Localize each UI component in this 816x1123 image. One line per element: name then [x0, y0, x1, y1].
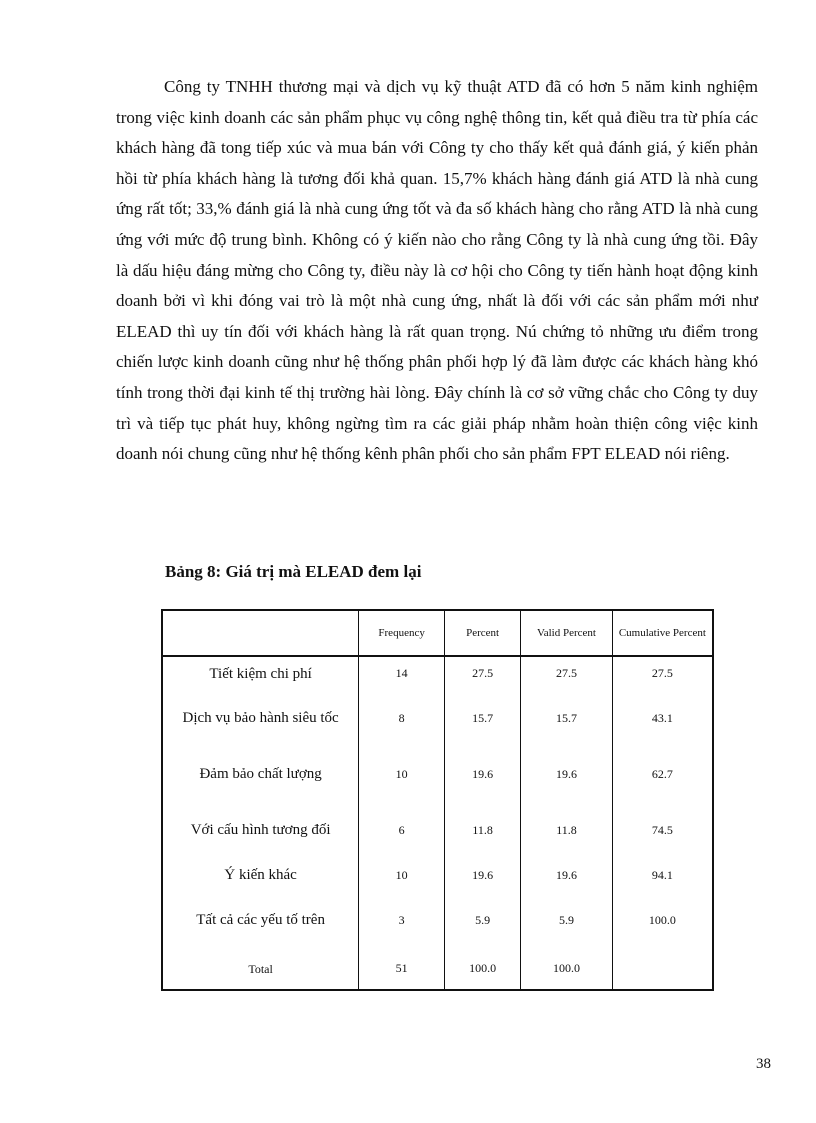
cell-valid-percent: 15.7 — [521, 690, 613, 746]
cell-cumulative-percent: 94.1 — [612, 858, 713, 892]
header-cumulative-percent: Cumulative Percent — [612, 610, 713, 656]
header-blank — [162, 610, 359, 656]
cell-frequency: 3 — [359, 892, 445, 948]
table-row — [162, 746, 713, 802]
cell-cumulative-percent: 27.5 — [612, 656, 713, 690]
data-table — [161, 609, 714, 991]
row-label-total: Total — [162, 948, 359, 990]
row-label: Tiết kiệm chi phí — [162, 656, 359, 690]
cell-cumulative-percent: 100.0 — [612, 892, 713, 948]
cell-percent: 19.6 — [445, 858, 521, 892]
page-number: 38 — [756, 1056, 771, 1072]
cell-valid-percent: 19.6 — [521, 746, 613, 802]
table-total-row — [162, 948, 713, 990]
cell-frequency: 8 — [359, 690, 445, 746]
table-row — [162, 690, 713, 746]
table-header-row — [162, 610, 713, 656]
row-label: Với cấu hình tương đối — [162, 802, 359, 858]
table-row — [162, 858, 713, 892]
table-caption: Bảng 8: Giá trị mà ELEAD đem lại — [165, 562, 422, 581]
cell-frequency: 10 — [359, 858, 445, 892]
cell-valid-percent: 11.8 — [521, 802, 613, 858]
cell-cumulative-percent: 43.1 — [612, 690, 713, 746]
cell-frequency: 51 — [359, 948, 445, 990]
table-row — [162, 802, 713, 858]
cell-percent: 15.7 — [445, 690, 521, 746]
cell-percent: 5.9 — [445, 892, 521, 948]
table-row — [162, 892, 713, 948]
cell-valid-percent: 19.6 — [521, 858, 613, 892]
cell-cumulative-percent: 62.7 — [612, 746, 713, 802]
cell-valid-percent: 27.5 — [521, 656, 613, 690]
cell-percent: 19.6 — [445, 746, 521, 802]
cell-valid-percent: 100.0 — [521, 948, 613, 990]
cell-frequency: 14 — [359, 656, 445, 690]
cell-percent: 11.8 — [445, 802, 521, 858]
table-row — [162, 656, 713, 690]
header-percent: Percent — [445, 610, 521, 656]
row-label: Tất cả các yếu tố trên — [162, 892, 359, 948]
cell-frequency: 10 — [359, 746, 445, 802]
cell-frequency: 6 — [359, 802, 445, 858]
row-label: Ý kiến khác — [162, 858, 359, 892]
cell-percent: 27.5 — [445, 656, 521, 690]
header-valid-percent: Valid Percent — [521, 610, 613, 656]
row-label: Dịch vụ bảo hành siêu tốc — [162, 690, 359, 746]
body-paragraph — [116, 72, 758, 470]
cell-cumulative-percent: 74.5 — [612, 802, 713, 858]
row-label: Đảm bảo chất lượng — [162, 746, 359, 802]
cell-percent: 100.0 — [445, 948, 521, 990]
paragraph-text: Công ty TNHH thương mại và dịch vụ kỹ thuật ATD đã có hơn 5 năm kinh nghiệm trong việc kinh doanh các sản phẩm phục vụ công nghệ thông tin, kết quả điều tra từ phía các khách hàng đã tong tiếp xúc và mua bán với Công ty cho thấy kết quả đánh giá, ý kiến phản hồi từ phía khách hàng là tương đối khả quan. 15,7% khách hàng đánh giá ATD là nhà cung ứng rất tốt; 33,% đánh giá là nhà cung ứng tốt và đa số khách hàng cho rằng ATD là nhà cung ứng với mức độ trung bình. Không có ý kiến nào cho rằng Công ty là nhà cung ứng tồi. Đây là dấu hiệu đáng mừng cho Công ty, điều này là cơ hội cho Công ty tiến hành hoạt động kinh doanh bởi vì khi đóng vai trò là một nhà cung ứng, nhất là đối với các sản phẩm mới như ELEAD thì uy tín đối với khách hàng là rất quan trọng. Nú chứng tỏ những ưu điểm trong chiến lược kinh doanh cũng như hệ thống phân phối hợp lý đã làm được các khách hàng khó tính trong thời đại kinh tế thị trường hài lòng. Đây chính là cơ sở vững chắc cho Công ty duy trì và tiếp tục phát huy, không ngừng tìm ra các giải pháp nhằm hoàn thiện công việc kinh doanh nói chung cũng như hệ thống kênh phân phối cho sản phẩm FPT ELEAD nói riêng. — [116, 77, 758, 464]
cell-valid-percent: 5.9 — [521, 892, 613, 948]
cell-cumulative-percent — [612, 948, 713, 990]
header-frequency: Frequency — [359, 610, 445, 656]
